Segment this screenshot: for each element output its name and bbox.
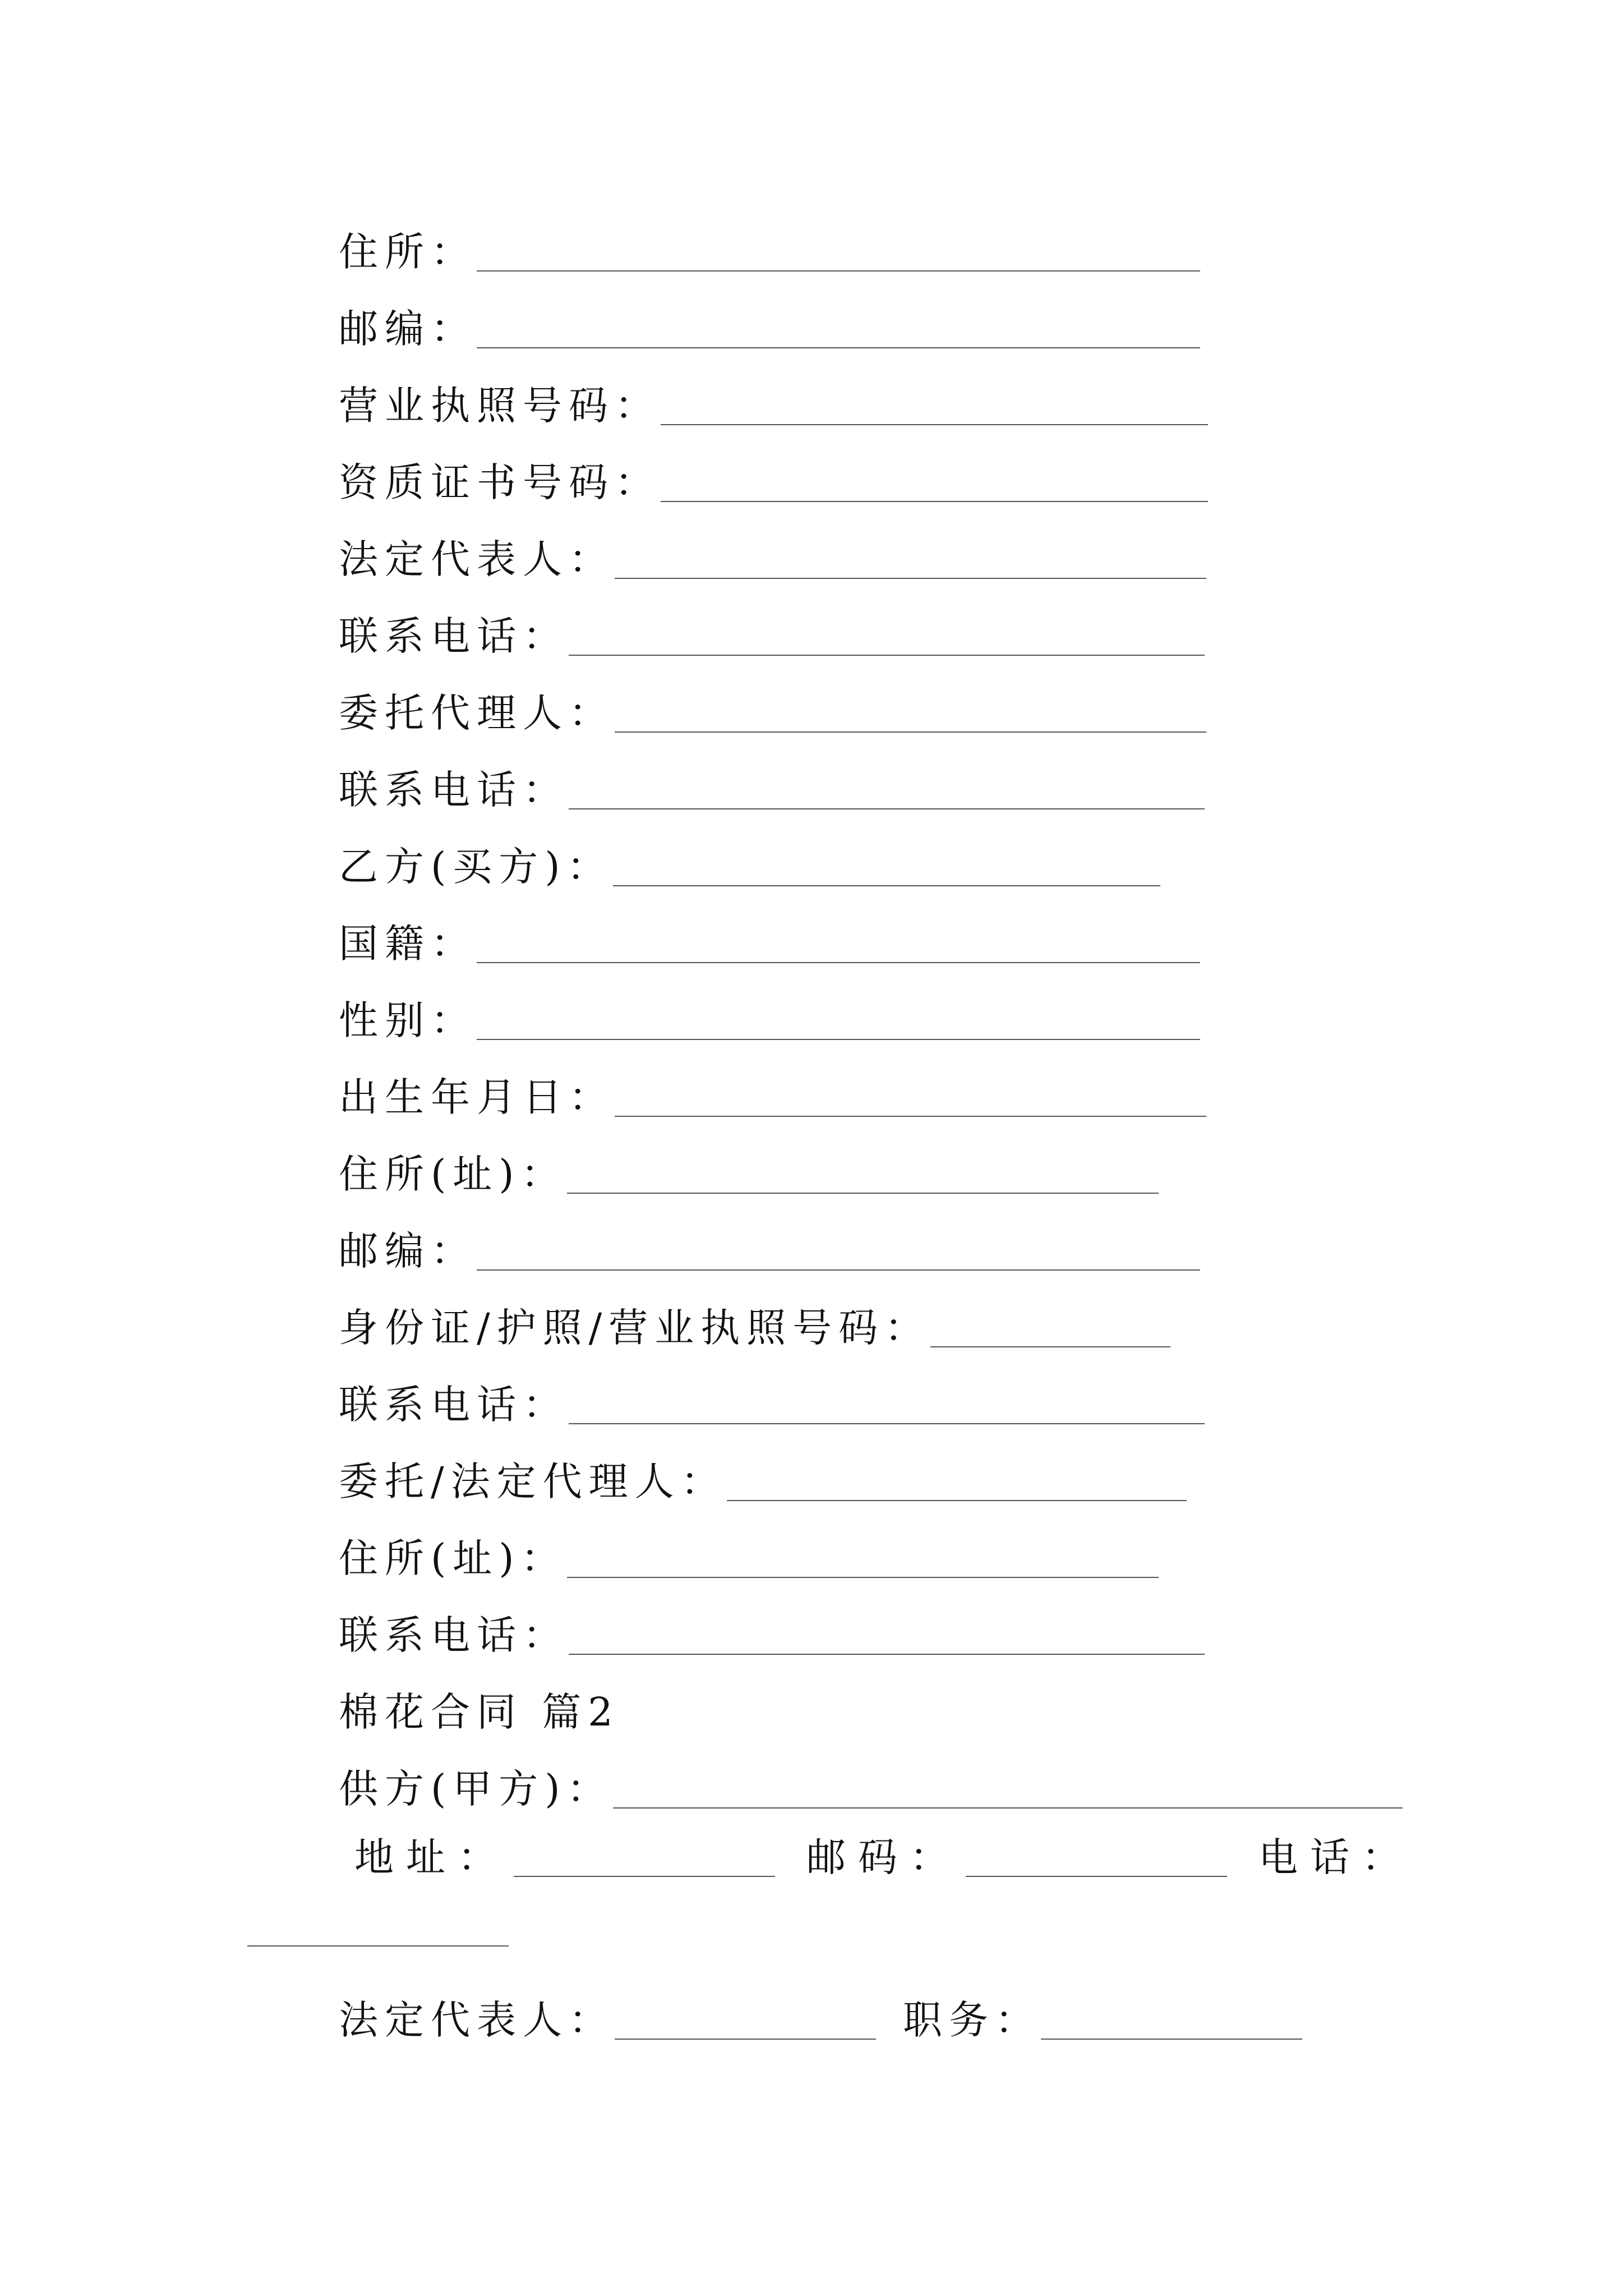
field-legal-rep bbox=[339, 519, 1206, 581]
field-id-number bbox=[339, 1288, 1170, 1350]
field-label: 营业执照号码： bbox=[339, 383, 661, 429]
postcode-blank[interactable] bbox=[966, 1875, 1227, 1877]
address-blank[interactable] bbox=[514, 1875, 775, 1877]
field-label: 联系电话： bbox=[339, 767, 569, 813]
field-phone bbox=[339, 750, 1205, 812]
section-title-text: 棉花合同 篇2 bbox=[339, 1689, 620, 1735]
fill-in-blank[interactable] bbox=[477, 270, 1200, 272]
field-supplier bbox=[339, 1749, 1403, 1811]
fill-in-blank[interactable] bbox=[727, 1499, 1187, 1501]
field-label: 供方(甲方)： bbox=[339, 1766, 613, 1812]
fill-in-blank[interactable] bbox=[477, 1038, 1200, 1040]
fill-in-blank[interactable] bbox=[613, 885, 1160, 886]
field-label: 委托代理人： bbox=[339, 690, 615, 736]
field-label: 国籍： bbox=[339, 921, 477, 967]
field-gender bbox=[339, 981, 1200, 1042]
field-label: 住所(址)： bbox=[339, 1151, 567, 1197]
field-qualification-cert bbox=[339, 443, 1208, 504]
field-postcode bbox=[339, 289, 1200, 351]
field-phone bbox=[339, 596, 1205, 658]
field-business-license bbox=[339, 366, 1208, 427]
fill-in-blank[interactable] bbox=[567, 1576, 1159, 1578]
fill-in-blank[interactable] bbox=[477, 961, 1200, 963]
field-label: 邮编： bbox=[339, 306, 477, 352]
field-postcode bbox=[339, 1211, 1200, 1273]
fill-in-blank[interactable] bbox=[569, 1653, 1205, 1655]
fill-in-blank[interactable] bbox=[615, 1115, 1206, 1117]
rep-row bbox=[339, 1980, 1302, 2042]
field-label: 资质证书号码： bbox=[339, 459, 661, 505]
field-label: 性别： bbox=[339, 997, 477, 1043]
address-label: 地址： bbox=[354, 1834, 509, 1880]
field-label: 联系电话： bbox=[339, 1612, 569, 1658]
field-address bbox=[339, 1519, 1159, 1580]
field-phone bbox=[339, 1595, 1205, 1657]
field-party-b bbox=[339, 827, 1160, 889]
address-row bbox=[339, 1818, 1413, 1879]
fill-in-blank[interactable] bbox=[661, 424, 1208, 425]
fill-in-blank[interactable] bbox=[569, 1423, 1205, 1424]
field-legal-agent bbox=[339, 1442, 1187, 1503]
field-label: 住所： bbox=[339, 229, 477, 275]
field-address bbox=[339, 1134, 1159, 1196]
fill-in-blank[interactable] bbox=[477, 347, 1200, 348]
field-label: 乙方(买方)： bbox=[339, 844, 613, 890]
field-residence bbox=[339, 212, 1200, 274]
field-label: 联系电话： bbox=[339, 613, 569, 659]
rep-blank[interactable] bbox=[615, 2038, 876, 2040]
fill-in-blank[interactable] bbox=[930, 1346, 1170, 1347]
field-nationality bbox=[339, 904, 1200, 965]
fill-in-blank[interactable] bbox=[567, 1192, 1159, 1194]
phone-label: 电话： bbox=[1258, 1834, 1413, 1880]
fill-in-blank[interactable] bbox=[661, 500, 1208, 502]
fill-in-blank[interactable] bbox=[569, 808, 1205, 809]
rep-label: 法定代表人： bbox=[339, 1997, 615, 2043]
field-label: 委托/法定代理人： bbox=[339, 1458, 727, 1504]
field-label: 出生年月日： bbox=[339, 1074, 615, 1120]
position-blank[interactable] bbox=[1041, 2038, 1302, 2040]
fill-in-blank[interactable] bbox=[615, 577, 1206, 579]
fill-in-blank[interactable] bbox=[615, 731, 1206, 733]
field-label: 联系电话： bbox=[339, 1382, 569, 1428]
field-label: 法定代表人： bbox=[339, 536, 615, 582]
fill-in-blank[interactable] bbox=[613, 1807, 1403, 1809]
field-label: 身份证/护照/营业执照号码： bbox=[339, 1305, 931, 1351]
fill-in-blank[interactable] bbox=[477, 1269, 1200, 1271]
fill-in-blank[interactable] bbox=[569, 654, 1205, 656]
field-label: 邮编： bbox=[339, 1228, 477, 1274]
postcode-label: 邮码： bbox=[806, 1834, 961, 1880]
position-label: 职务： bbox=[903, 1997, 1041, 2043]
section-title bbox=[339, 1672, 620, 1734]
field-birthdate bbox=[339, 1057, 1206, 1119]
phone-blank[interactable] bbox=[247, 1945, 509, 1947]
field-phone bbox=[339, 1365, 1205, 1427]
field-label: 住所(址)： bbox=[339, 1535, 567, 1581]
field-agent bbox=[339, 673, 1206, 735]
